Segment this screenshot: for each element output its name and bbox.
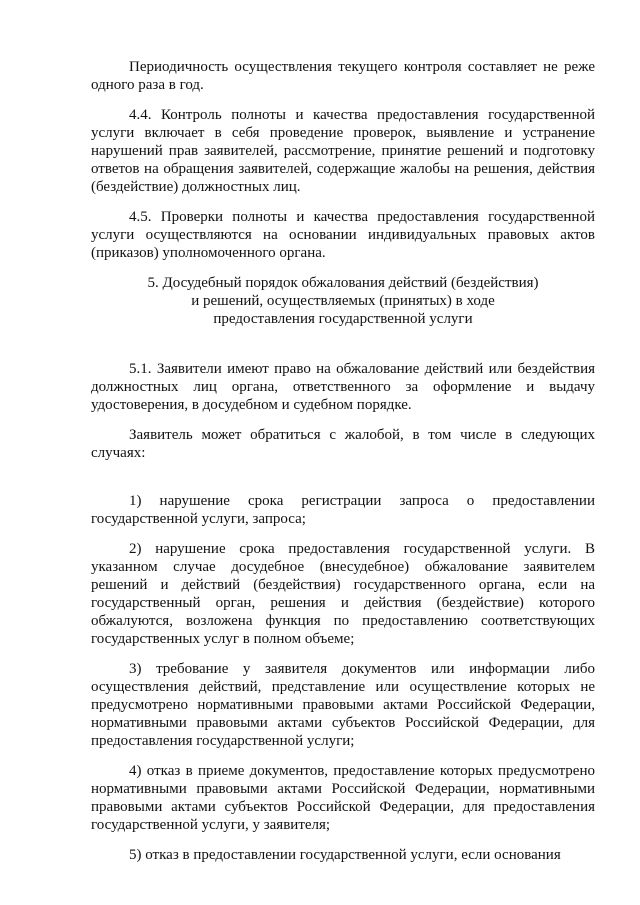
section-heading	[91, 274, 595, 328]
list-item-2: 2) нарушение срока предоставления государственной услуги. В указанном случае досудебное (внесудебное) обжалование заявителем решений и действий (бездействия) государственного органа, если на государственный орган, решения и действия (бездействие) которого обжалуются, возложена функция по предоставлению соответствующих государственных услуг в полном объеме;	[91, 541, 595, 647]
section-heading-line-1: 5. Досудебный порядок обжалования действий (бездействия)	[147, 275, 539, 291]
paragraph-control-periodicity: Периодичность осуществления текущего контроля составляет не реже одного раза в год.	[91, 59, 595, 93]
list-item-5: 5) отказ в предоставлении государственной услуги, если основания	[129, 847, 561, 863]
paragraph-4-4: 4.4. Контроль полноты и качества предоставления государственной услуги включает в себя проведение проверок, выявление и устранение нарушений прав заявителей, рассмотрение, принятие решений и подготовку ответов на обращения заявителей, содержащие жалобы на решения, действия (бездействие) должностных лиц.	[91, 107, 595, 195]
list-item-1: 1) нарушение срока регистрации запроса о предоставлении государственной услуги, запроса;	[91, 493, 595, 527]
section-heading-line-2: и решений, осуществляемых (принятых) в ходе	[191, 293, 495, 309]
section-heading-line-3: предоставления государственной услуги	[213, 311, 473, 327]
paragraph-complaint-cases: Заявитель может обратиться с жалобой, в том числе в следующих случаях:	[91, 427, 595, 461]
document-page	[91, 58, 595, 876]
list-item-4: 4) отказ в приеме документов, предоставление которых предусмотрено нормативными правовыми актами Российской Федерации, нормативными правовыми актами субъектов Российской Федерации, для предоставления государственной услуги, у заявителя;	[91, 763, 595, 833]
paragraph-4-5: 4.5. Проверки полноты и качества предоставления государственной услуги осуществляются на основании индивидуальных правовых актов (приказов) уполномоченного органа.	[91, 209, 595, 261]
list-item-3: 3) требование у заявителя документов или информации либо осуществления действий, представление или осуществление которых не предусмотрено нормативными правовыми актами Российской Федерации, нормативными правовыми актами субъектов Российской Федерации, для предоставления государственной услуги;	[91, 661, 595, 749]
paragraph-5-1: 5.1. Заявители имеют право на обжалование действий или бездействия должностных лиц органа, ответственного за оформление и выдачу удостоверения, в досудебном и судебном порядке.	[91, 361, 595, 413]
